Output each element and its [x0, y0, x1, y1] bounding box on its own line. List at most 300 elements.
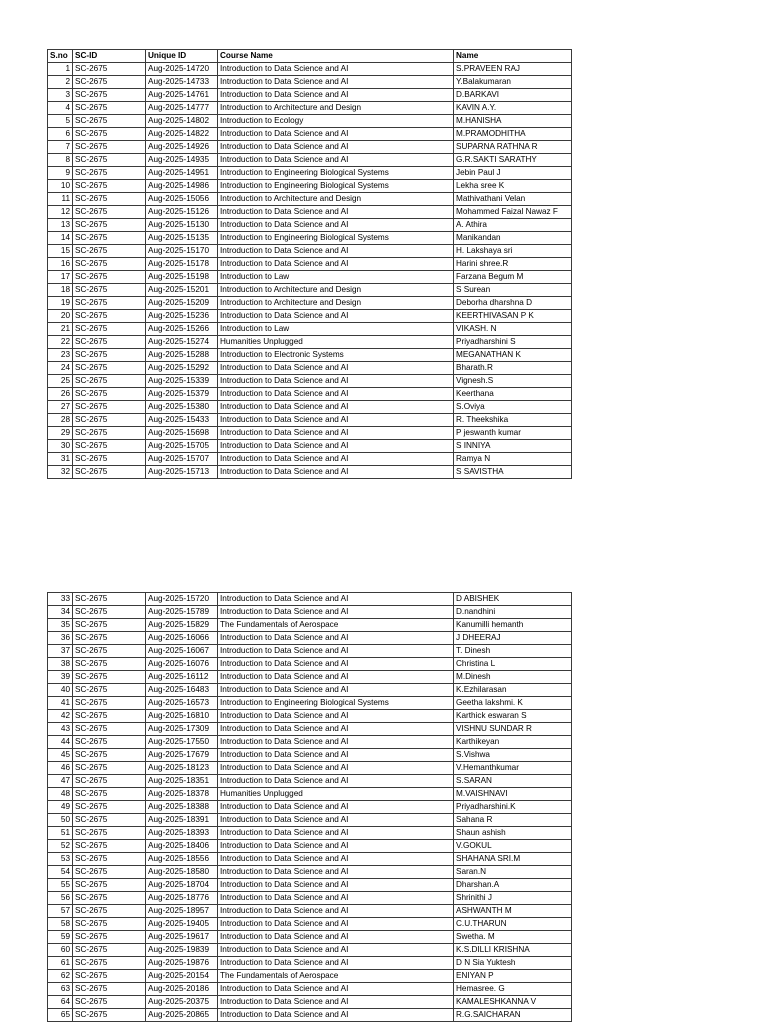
- table-row: [48, 284, 572, 297]
- cell-name: S Surean: [454, 284, 572, 297]
- cell-sc-id: SC-2675: [73, 801, 146, 814]
- cell-sc-id: SC-2675: [73, 375, 146, 388]
- cell-name: Sahana R: [454, 814, 572, 827]
- cell-sc-id: SC-2675: [73, 349, 146, 362]
- cell-sno: 39: [48, 671, 73, 684]
- cell-unique-id: Aug-2025-15380: [146, 401, 218, 414]
- cell-sc-id: SC-2675: [73, 232, 146, 245]
- cell-unique-id: Aug-2025-18351: [146, 775, 218, 788]
- table-row: [48, 775, 572, 788]
- cell-unique-id: Aug-2025-15126: [146, 206, 218, 219]
- cell-name: VISHNU SUNDAR R: [454, 723, 572, 736]
- cell-sc-id: SC-2675: [73, 736, 146, 749]
- cell-sno: 32: [48, 466, 73, 479]
- student-table-2: [47, 592, 572, 1022]
- table-row: [48, 128, 572, 141]
- cell-unique-id: Aug-2025-15339: [146, 375, 218, 388]
- cell-unique-id: Aug-2025-19839: [146, 944, 218, 957]
- cell-name: Geetha lakshmi. K: [454, 697, 572, 710]
- cell-unique-id: Aug-2025-18388: [146, 801, 218, 814]
- table-row: [48, 879, 572, 892]
- header-sno: S.no: [48, 50, 73, 63]
- cell-sc-id: SC-2675: [73, 697, 146, 710]
- cell-sc-id: SC-2675: [73, 271, 146, 284]
- cell-sno: 50: [48, 814, 73, 827]
- cell-name: Ramya N: [454, 453, 572, 466]
- cell-sno: 17: [48, 271, 73, 284]
- cell-unique-id: Aug-2025-15789: [146, 606, 218, 619]
- table-row: [48, 297, 572, 310]
- cell-sc-id: SC-2675: [73, 1009, 146, 1022]
- cell-sno: 63: [48, 983, 73, 996]
- cell-name: Priyadharshini.K: [454, 801, 572, 814]
- cell-name: Christina L: [454, 658, 572, 671]
- cell-sno: 18: [48, 284, 73, 297]
- cell-sc-id: SC-2675: [73, 258, 146, 271]
- cell-course-name: Introduction to Data Science and AI: [218, 710, 454, 723]
- cell-unique-id: Aug-2025-15170: [146, 245, 218, 258]
- cell-sno: 6: [48, 128, 73, 141]
- table-body-2: [48, 593, 572, 1022]
- cell-course-name: Introduction to Data Science and AI: [218, 892, 454, 905]
- cell-course-name: Introduction to Law: [218, 323, 454, 336]
- cell-sno: 49: [48, 801, 73, 814]
- cell-name: ASHWANTH M: [454, 905, 572, 918]
- cell-course-name: Introduction to Data Science and AI: [218, 853, 454, 866]
- table-row: [48, 853, 572, 866]
- cell-sc-id: SC-2675: [73, 983, 146, 996]
- cell-course-name: Introduction to Data Science and AI: [218, 76, 454, 89]
- table-row: [48, 206, 572, 219]
- cell-course-name: Introduction to Data Science and AI: [218, 671, 454, 684]
- table-row: [48, 427, 572, 440]
- cell-sno: 25: [48, 375, 73, 388]
- cell-sc-id: SC-2675: [73, 388, 146, 401]
- cell-sno: 65: [48, 1009, 73, 1022]
- cell-name: Lekha sree K: [454, 180, 572, 193]
- cell-name: Karthick eswaran S: [454, 710, 572, 723]
- cell-course-name: Introduction to Architecture and Design: [218, 297, 454, 310]
- cell-sc-id: SC-2675: [73, 827, 146, 840]
- cell-sno: 21: [48, 323, 73, 336]
- cell-sc-id: SC-2675: [73, 310, 146, 323]
- table-row: [48, 684, 572, 697]
- cell-unique-id: Aug-2025-15433: [146, 414, 218, 427]
- cell-course-name: Introduction to Data Science and AI: [218, 918, 454, 931]
- cell-unique-id: Aug-2025-14777: [146, 102, 218, 115]
- header-unique-id: Unique ID: [146, 50, 218, 63]
- cell-unique-id: Aug-2025-18393: [146, 827, 218, 840]
- cell-sno: 56: [48, 892, 73, 905]
- cell-course-name: The Fundamentals of Aerospace: [218, 619, 454, 632]
- table-row: [48, 723, 572, 736]
- table-row: [48, 115, 572, 128]
- table-row: [48, 983, 572, 996]
- cell-unique-id: Aug-2025-15713: [146, 466, 218, 479]
- cell-unique-id: Aug-2025-15720: [146, 593, 218, 606]
- cell-course-name: Introduction to Data Science and AI: [218, 723, 454, 736]
- cell-sno: 29: [48, 427, 73, 440]
- table-row: [48, 401, 572, 414]
- cell-name: Priyadharshini S: [454, 336, 572, 349]
- cell-sc-id: SC-2675: [73, 401, 146, 414]
- table-row: [48, 414, 572, 427]
- cell-course-name: Introduction to Data Science and AI: [218, 996, 454, 1009]
- cell-course-name: Introduction to Data Science and AI: [218, 775, 454, 788]
- cell-name: KEERTHIVASAN P K: [454, 310, 572, 323]
- table-row: [48, 736, 572, 749]
- cell-course-name: Introduction to Data Science and AI: [218, 141, 454, 154]
- cell-course-name: Introduction to Data Science and AI: [218, 375, 454, 388]
- cell-name: Vignesh.S: [454, 375, 572, 388]
- cell-name: K.Ezhilarasan: [454, 684, 572, 697]
- cell-course-name: Introduction to Data Science and AI: [218, 63, 454, 76]
- cell-course-name: Introduction to Data Science and AI: [218, 453, 454, 466]
- cell-name: KAMALESHKANNA V: [454, 996, 572, 1009]
- cell-name: S SAVISTHA: [454, 466, 572, 479]
- cell-course-name: Introduction to Data Science and AI: [218, 1009, 454, 1022]
- cell-sno: 5: [48, 115, 73, 128]
- cell-unique-id: Aug-2025-15198: [146, 271, 218, 284]
- table-row: [48, 466, 572, 479]
- cell-sno: 53: [48, 853, 73, 866]
- cell-name: ENIYAN P: [454, 970, 572, 983]
- cell-course-name: Introduction to Data Science and AI: [218, 905, 454, 918]
- cell-name: H. Lakshaya sri: [454, 245, 572, 258]
- cell-unique-id: Aug-2025-18957: [146, 905, 218, 918]
- cell-name: KAVIN A.Y.: [454, 102, 572, 115]
- cell-course-name: Introduction to Data Science and AI: [218, 89, 454, 102]
- cell-name: S.Oviya: [454, 401, 572, 414]
- table-row: [48, 801, 572, 814]
- cell-unique-id: Aug-2025-15266: [146, 323, 218, 336]
- cell-unique-id: Aug-2025-15707: [146, 453, 218, 466]
- cell-sno: 34: [48, 606, 73, 619]
- cell-sno: 61: [48, 957, 73, 970]
- table-row: [48, 219, 572, 232]
- cell-sc-id: SC-2675: [73, 154, 146, 167]
- header-name: Name: [454, 50, 572, 63]
- cell-course-name: Introduction to Data Science and AI: [218, 957, 454, 970]
- table-row: [48, 645, 572, 658]
- table-row: [48, 957, 572, 970]
- cell-course-name: Introduction to Data Science and AI: [218, 206, 454, 219]
- cell-sc-id: SC-2675: [73, 723, 146, 736]
- cell-sc-id: SC-2675: [73, 206, 146, 219]
- cell-name: R.G.SAICHARAN: [454, 1009, 572, 1022]
- cell-sno: 51: [48, 827, 73, 840]
- cell-name: Farzana Begum M: [454, 271, 572, 284]
- cell-unique-id: Aug-2025-18378: [146, 788, 218, 801]
- cell-unique-id: Aug-2025-17679: [146, 749, 218, 762]
- header-sc-id: SC-ID: [73, 50, 146, 63]
- table-row: [48, 788, 572, 801]
- header-course-name: Course Name: [218, 50, 454, 63]
- cell-course-name: Introduction to Engineering Biological Systems: [218, 232, 454, 245]
- cell-course-name: Introduction to Data Science and AI: [218, 736, 454, 749]
- cell-sno: 47: [48, 775, 73, 788]
- cell-sc-id: SC-2675: [73, 297, 146, 310]
- cell-sc-id: SC-2675: [73, 775, 146, 788]
- cell-course-name: Introduction to Data Science and AI: [218, 801, 454, 814]
- cell-course-name: Introduction to Data Science and AI: [218, 440, 454, 453]
- cell-unique-id: Aug-2025-15209: [146, 297, 218, 310]
- table-row: [48, 658, 572, 671]
- cell-name: Saran.N: [454, 866, 572, 879]
- cell-sc-id: SC-2675: [73, 323, 146, 336]
- cell-sc-id: SC-2675: [73, 336, 146, 349]
- cell-course-name: Introduction to Ecology: [218, 115, 454, 128]
- cell-sno: 40: [48, 684, 73, 697]
- cell-unique-id: Aug-2025-20154: [146, 970, 218, 983]
- table-row: [48, 453, 572, 466]
- table-row: [48, 749, 572, 762]
- cell-sc-id: SC-2675: [73, 284, 146, 297]
- cell-course-name: Introduction to Engineering Biological Systems: [218, 167, 454, 180]
- cell-sc-id: SC-2675: [73, 905, 146, 918]
- table-row: [48, 814, 572, 827]
- cell-sno: 60: [48, 944, 73, 957]
- cell-sno: 31: [48, 453, 73, 466]
- table-row: [48, 141, 572, 154]
- cell-unique-id: Aug-2025-16066: [146, 632, 218, 645]
- cell-sno: 54: [48, 866, 73, 879]
- cell-name: Deborha dharshna D: [454, 297, 572, 310]
- cell-sno: 13: [48, 219, 73, 232]
- cell-course-name: Introduction to Data Science and AI: [218, 219, 454, 232]
- cell-sc-id: SC-2675: [73, 632, 146, 645]
- cell-name: Mohammed Faizal Nawaz F: [454, 206, 572, 219]
- cell-name: A. Athira: [454, 219, 572, 232]
- cell-sc-id: SC-2675: [73, 892, 146, 905]
- cell-sc-id: SC-2675: [73, 167, 146, 180]
- cell-unique-id: Aug-2025-18580: [146, 866, 218, 879]
- table-row: [48, 388, 572, 401]
- table-row: [48, 271, 572, 284]
- cell-name: S.SARAN: [454, 775, 572, 788]
- cell-name: Harini shree.R: [454, 258, 572, 271]
- cell-sno: 44: [48, 736, 73, 749]
- cell-name: Shrinithi J: [454, 892, 572, 905]
- cell-sc-id: SC-2675: [73, 115, 146, 128]
- cell-unique-id: Aug-2025-14926: [146, 141, 218, 154]
- cell-sno: 52: [48, 840, 73, 853]
- table-row: [48, 697, 572, 710]
- cell-name: Manikandan: [454, 232, 572, 245]
- cell-sno: 26: [48, 388, 73, 401]
- cell-unique-id: Aug-2025-16810: [146, 710, 218, 723]
- table-row: [48, 892, 572, 905]
- table-row: [48, 996, 572, 1009]
- cell-name: Dharshan.A: [454, 879, 572, 892]
- cell-name: SHAHANA SRI.M: [454, 853, 572, 866]
- cell-sc-id: SC-2675: [73, 193, 146, 206]
- cell-sc-id: SC-2675: [73, 931, 146, 944]
- cell-course-name: Introduction to Data Science and AI: [218, 401, 454, 414]
- cell-sno: 16: [48, 258, 73, 271]
- cell-unique-id: Aug-2025-15056: [146, 193, 218, 206]
- cell-unique-id: Aug-2025-16076: [146, 658, 218, 671]
- cell-sc-id: SC-2675: [73, 710, 146, 723]
- table-row: [48, 310, 572, 323]
- table-row: [48, 102, 572, 115]
- cell-course-name: Introduction to Data Science and AI: [218, 684, 454, 697]
- cell-unique-id: Aug-2025-15829: [146, 619, 218, 632]
- cell-sno: 15: [48, 245, 73, 258]
- cell-sc-id: SC-2675: [73, 853, 146, 866]
- cell-name: S.PRAVEEN RAJ: [454, 63, 572, 76]
- cell-sno: 62: [48, 970, 73, 983]
- cell-course-name: The Fundamentals of Aerospace: [218, 970, 454, 983]
- cell-sno: 41: [48, 697, 73, 710]
- table-row: [48, 827, 572, 840]
- cell-unique-id: Aug-2025-14720: [146, 63, 218, 76]
- cell-course-name: Introduction to Data Science and AI: [218, 388, 454, 401]
- cell-unique-id: Aug-2025-16067: [146, 645, 218, 658]
- cell-unique-id: Aug-2025-18406: [146, 840, 218, 853]
- cell-name: Kanumilli hemanth: [454, 619, 572, 632]
- cell-unique-id: Aug-2025-15178: [146, 258, 218, 271]
- cell-sc-id: SC-2675: [73, 128, 146, 141]
- cell-course-name: Introduction to Data Science and AI: [218, 414, 454, 427]
- cell-sc-id: SC-2675: [73, 866, 146, 879]
- cell-unique-id: Aug-2025-14822: [146, 128, 218, 141]
- table-row: [48, 840, 572, 853]
- cell-course-name: Introduction to Data Science and AI: [218, 427, 454, 440]
- cell-sc-id: SC-2675: [73, 879, 146, 892]
- cell-name: VIKASH. N: [454, 323, 572, 336]
- cell-name: Jebin Paul J: [454, 167, 572, 180]
- cell-unique-id: Aug-2025-16483: [146, 684, 218, 697]
- cell-name: SUPARNA RATHNA R: [454, 141, 572, 154]
- cell-unique-id: Aug-2025-18391: [146, 814, 218, 827]
- cell-unique-id: Aug-2025-20186: [146, 983, 218, 996]
- table-row: [48, 323, 572, 336]
- cell-name: Hemasree. G: [454, 983, 572, 996]
- cell-name: R. Theekshika: [454, 414, 572, 427]
- cell-course-name: Introduction to Data Science and AI: [218, 983, 454, 996]
- cell-unique-id: Aug-2025-17309: [146, 723, 218, 736]
- cell-course-name: Humanities Unplugged: [218, 788, 454, 801]
- cell-sno: 14: [48, 232, 73, 245]
- cell-sc-id: SC-2675: [73, 593, 146, 606]
- cell-name: Y.Balakumaran: [454, 76, 572, 89]
- cell-name: MEGANATHAN K: [454, 349, 572, 362]
- cell-sc-id: SC-2675: [73, 606, 146, 619]
- cell-sno: 42: [48, 710, 73, 723]
- table-row: [48, 905, 572, 918]
- cell-unique-id: Aug-2025-16112: [146, 671, 218, 684]
- cell-name: C.U.THARUN: [454, 918, 572, 931]
- cell-unique-id: Aug-2025-19617: [146, 931, 218, 944]
- cell-sno: 57: [48, 905, 73, 918]
- cell-sno: 4: [48, 102, 73, 115]
- cell-course-name: Introduction to Data Science and AI: [218, 944, 454, 957]
- cell-sno: 33: [48, 593, 73, 606]
- cell-sno: 22: [48, 336, 73, 349]
- cell-sno: 43: [48, 723, 73, 736]
- cell-name: D.nandhini: [454, 606, 572, 619]
- cell-unique-id: Aug-2025-15288: [146, 349, 218, 362]
- cell-sc-id: SC-2675: [73, 414, 146, 427]
- cell-course-name: Introduction to Data Science and AI: [218, 632, 454, 645]
- cell-course-name: Introduction to Data Science and AI: [218, 827, 454, 840]
- cell-name: Shaun ashish: [454, 827, 572, 840]
- cell-course-name: Introduction to Data Science and AI: [218, 154, 454, 167]
- table-row: [48, 671, 572, 684]
- cell-course-name: Introduction to Data Science and AI: [218, 749, 454, 762]
- table-row: [48, 232, 572, 245]
- cell-course-name: Introduction to Data Science and AI: [218, 645, 454, 658]
- cell-sc-id: SC-2675: [73, 440, 146, 453]
- cell-unique-id: Aug-2025-14935: [146, 154, 218, 167]
- cell-unique-id: Aug-2025-18556: [146, 853, 218, 866]
- cell-sno: 64: [48, 996, 73, 1009]
- cell-sno: 7: [48, 141, 73, 154]
- table-row: [48, 866, 572, 879]
- cell-sno: 10: [48, 180, 73, 193]
- cell-sno: 12: [48, 206, 73, 219]
- cell-name: S.Vishwa: [454, 749, 572, 762]
- table-row: [48, 76, 572, 89]
- cell-sc-id: SC-2675: [73, 996, 146, 1009]
- cell-course-name: Introduction to Data Science and AI: [218, 658, 454, 671]
- table-row: [48, 918, 572, 931]
- table-row: [48, 362, 572, 375]
- cell-sno: 30: [48, 440, 73, 453]
- cell-course-name: Introduction to Data Science and AI: [218, 814, 454, 827]
- cell-sno: 9: [48, 167, 73, 180]
- cell-name: M.VAISHNAVI: [454, 788, 572, 801]
- cell-name: M.PRAMODHITHA: [454, 128, 572, 141]
- cell-sno: 58: [48, 918, 73, 931]
- cell-sno: 27: [48, 401, 73, 414]
- cell-name: J DHEERAJ: [454, 632, 572, 645]
- cell-unique-id: Aug-2025-14802: [146, 115, 218, 128]
- cell-sno: 8: [48, 154, 73, 167]
- cell-unique-id: Aug-2025-20865: [146, 1009, 218, 1022]
- cell-sno: 48: [48, 788, 73, 801]
- cell-unique-id: Aug-2025-15292: [146, 362, 218, 375]
- table-row: [48, 375, 572, 388]
- cell-sc-id: SC-2675: [73, 76, 146, 89]
- cell-course-name: Introduction to Data Science and AI: [218, 866, 454, 879]
- cell-unique-id: Aug-2025-15236: [146, 310, 218, 323]
- cell-course-name: Introduction to Architecture and Design: [218, 102, 454, 115]
- cell-sno: 45: [48, 749, 73, 762]
- cell-sno: 46: [48, 762, 73, 775]
- cell-sno: 20: [48, 310, 73, 323]
- cell-sno: 3: [48, 89, 73, 102]
- cell-name: Mathivathani Velan: [454, 193, 572, 206]
- cell-sno: 23: [48, 349, 73, 362]
- cell-course-name: Introduction to Data Science and AI: [218, 840, 454, 853]
- cell-course-name: Introduction to Data Science and AI: [218, 879, 454, 892]
- student-table-1: [47, 49, 572, 479]
- table-row: [48, 944, 572, 957]
- cell-name: Bharath.R: [454, 362, 572, 375]
- cell-unique-id: Aug-2025-19876: [146, 957, 218, 970]
- cell-sc-id: SC-2675: [73, 141, 146, 154]
- cell-sno: 59: [48, 931, 73, 944]
- cell-name: D N Sia Yuktesh: [454, 957, 572, 970]
- cell-course-name: Introduction to Data Science and AI: [218, 310, 454, 323]
- cell-course-name: Introduction to Electronic Systems: [218, 349, 454, 362]
- cell-sc-id: SC-2675: [73, 749, 146, 762]
- cell-unique-id: Aug-2025-17550: [146, 736, 218, 749]
- table-row: [48, 440, 572, 453]
- table-row: [48, 193, 572, 206]
